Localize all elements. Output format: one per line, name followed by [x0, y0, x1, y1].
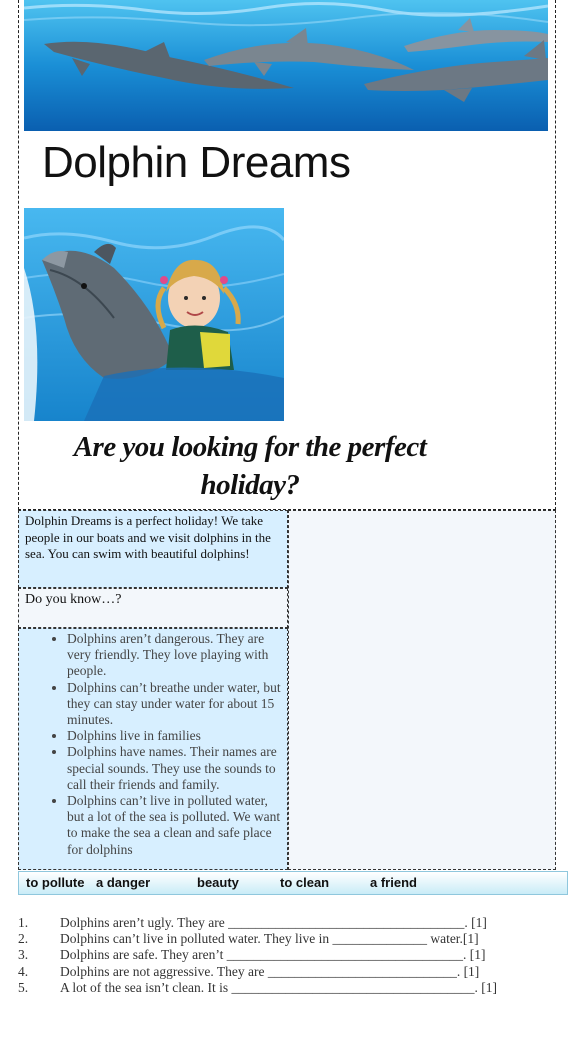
question-number: 5. — [18, 979, 29, 995]
question-number: 4. — [18, 963, 29, 979]
word-bank-item: a danger — [96, 875, 151, 890]
fact-item: • Dolphins have names. Their names are special sounds. They use the sounds to call their friends and family. — [67, 744, 281, 793]
dolphins-banner-image — [24, 0, 548, 131]
question-item — [18, 947, 538, 963]
intro-text: Dolphin Dreams is a perfect holiday! We take people in our boats and we visit dolphins in the sea. You can swim with beautiful dolphins! — [25, 513, 271, 561]
question-number: 1. — [18, 915, 29, 930]
girl-with-dolphin-photo — [24, 208, 284, 421]
question-text: Dolphins are not aggressive. They are ____________________________. [1] — [60, 963, 480, 979]
question-text: Dolphins are safe. They aren’t ___________________________________. [1] — [60, 947, 486, 963]
fact-item: • Dolphins can’t live in polluted water, but a lot of the sea is polluted. We want to make the sea a clean and safe place for dolphins — [67, 793, 281, 858]
facts-box — [18, 628, 288, 870]
question-number: 2. — [18, 931, 29, 947]
word-bank-item: beauty — [197, 875, 239, 890]
word-bank — [18, 871, 568, 895]
word-bank-item: a friend — [370, 875, 417, 890]
do-you-know-heading: Do you know…? — [25, 592, 122, 607]
question-text: Dolphins can’t live in polluted water. They live in ______________ water.[1] — [60, 931, 479, 947]
intro-text-box — [18, 510, 288, 588]
fact-item: • Dolphins aren’t dangerous. They are very friendly. They love playing with people. — [67, 631, 281, 680]
question-item — [18, 964, 538, 980]
question-item — [18, 980, 538, 996]
fact-item: • Dolphins can’t breathe under water, but they can stay under water for about 15 minutes. — [67, 680, 281, 729]
question-number: 3. — [18, 947, 29, 963]
word-bank-item: to pollute — [26, 875, 85, 890]
question-text: Dolphins aren’t ugly. They are ___________________________________. [1] — [60, 915, 487, 930]
word-bank-item: to clean — [280, 875, 330, 890]
questions-list — [18, 915, 538, 996]
page-title: Dolphin Dreams — [42, 138, 351, 187]
question-item — [18, 931, 538, 947]
question-item — [18, 915, 538, 931]
facts-list — [19, 631, 281, 858]
empty-right-panel — [288, 510, 556, 870]
question-text: A lot of the sea isn’t clean. It is ____________________________________. [1] — [60, 979, 497, 995]
do-you-know-box — [18, 588, 288, 628]
tagline-heading: Are you looking for the perfect holiday? — [73, 431, 427, 501]
fact-item: • Dolphins live in families — [67, 728, 281, 744]
